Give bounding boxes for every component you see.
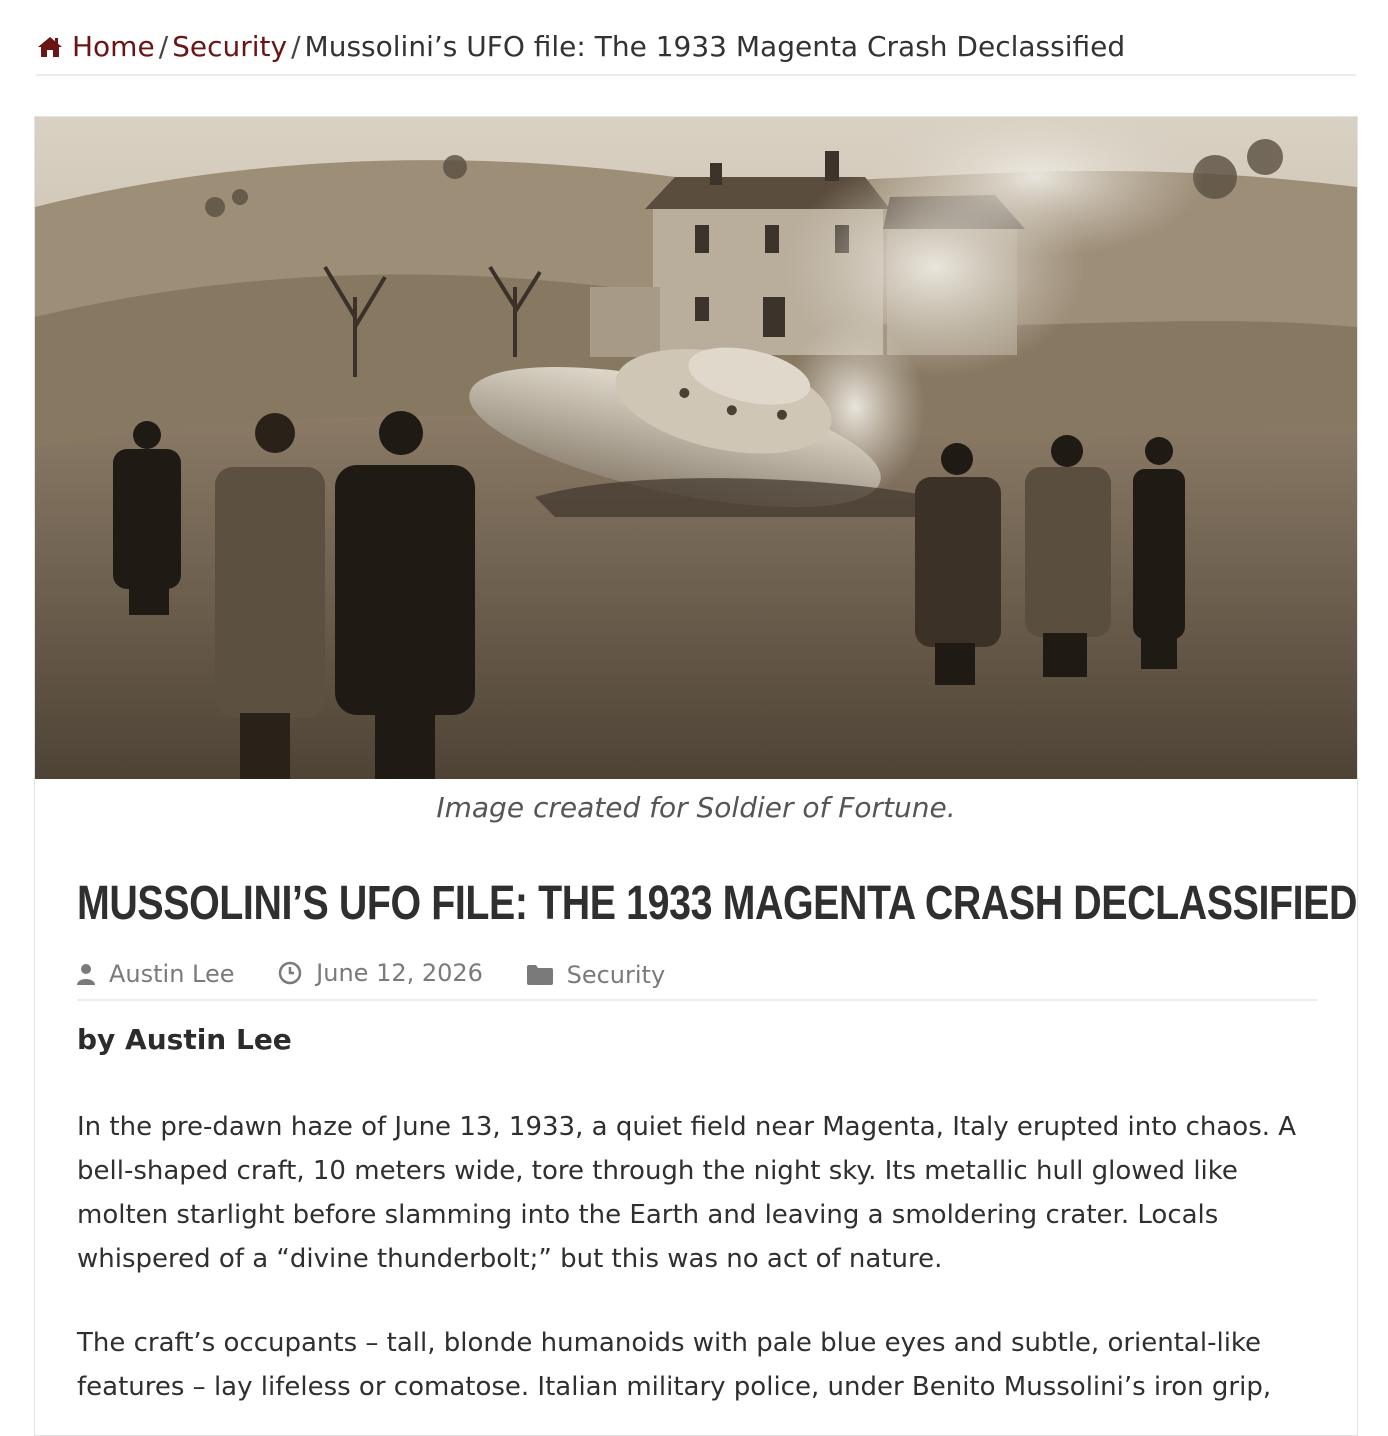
- clock-icon: [278, 961, 302, 985]
- meta-author[interactable]: [77, 956, 235, 992]
- breadcrumb-separator: /: [158, 30, 169, 63]
- home-icon: [36, 31, 64, 69]
- breadcrumb-current: Mussolini’s UFO file: The 1933 Magenta Crash Declassified: [304, 30, 1126, 63]
- article-meta: [77, 955, 1317, 1001]
- meta-author-name[interactable]: Austin Lee: [109, 960, 235, 988]
- meta-category[interactable]: [527, 957, 666, 993]
- meta-category-link[interactable]: Security: [566, 961, 666, 989]
- hero-image: [35, 117, 1357, 779]
- breadcrumb-home-label: Home: [72, 30, 155, 63]
- article-paragraph: In the pre-dawn haze of June 13, 1933, a quiet field near Magenta, Italy erupted into chaos. A bell-shaped craft, 10 meters wide, tore through the night sky. Its metallic hull glowed like molten starlight before slamming into the Earth and leaving a smoldering crater. Locals whispered of a “divine thunderbolt;” but this was no act of nature.: [77, 1112, 1297, 1274]
- folder-icon: [527, 965, 553, 985]
- user-icon: [77, 963, 95, 985]
- breadcrumb-home-link[interactable]: [36, 30, 155, 63]
- article-paragraph: The craft’s occupants – tall, blonde humanoids with pale blue eyes and subtle, oriental-like features – lay lifeless or comatose. Italian military police, under Benito Mussolini’s iron grip,: [77, 1328, 1272, 1402]
- meta-date-text: June 12, 2026: [316, 959, 483, 987]
- image-caption: Image created for Soldier of Fortune.: [436, 791, 956, 824]
- article-title: MUSSOLINI’S UFO FILE: THE 1933 MAGENTA CRASH DECLASSIFIED: [77, 877, 1357, 930]
- breadcrumb-separator: /: [291, 30, 301, 63]
- meta-date: [278, 955, 483, 991]
- breadcrumb-security-link[interactable]: Security: [172, 30, 288, 63]
- breadcrumb: [36, 28, 1356, 76]
- article-byline: by Austin Lee: [77, 1023, 292, 1056]
- article-card: [34, 116, 1358, 1436]
